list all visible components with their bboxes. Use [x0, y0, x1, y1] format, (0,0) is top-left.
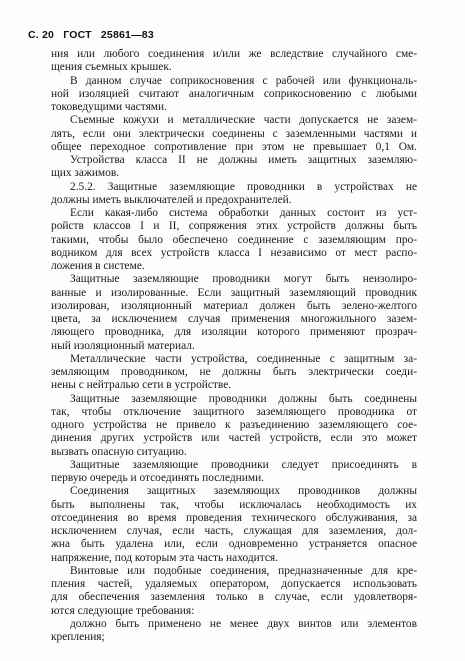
text-line: ния или любого соединения и/или же вследствие случайного сме- — [51, 48, 417, 60]
text-line: напряжение, под которым эта часть находится. — [51, 551, 278, 564]
text-line: цвета, за исключением случая применения многожильного зазем- — [51, 313, 417, 325]
text-line: водником для всех устройств класса I независимо от мест распо- — [51, 246, 417, 259]
paragraph — [51, 207, 417, 273]
text-line: ются следующие требования: — [51, 604, 195, 617]
text-line: ройств классов I и II, сопряжения этих устройств должны быть — [51, 220, 417, 233]
paragraph — [51, 485, 417, 565]
text-line: ложения в системе. — [51, 260, 145, 272]
paragraph — [51, 48, 417, 75]
text-line: ляющего проводника, для изоляции которого применяют прозрач- — [51, 326, 417, 339]
text-line: пления частей, удаляемых оператором, допускается использовать — [51, 578, 417, 590]
text-line: так, чтобы отключение защитного заземляющего проводника от — [51, 405, 417, 418]
text-line: 2.5.2. Защитные заземляющие проводники в устройствах не — [70, 180, 417, 193]
text-line: жна быть удалена или, если одновременно устраняется опасное — [51, 538, 417, 551]
text-line: токоведущими частями. — [51, 101, 167, 113]
text-line: вызвать опасную ситуацию. — [51, 445, 187, 458]
standard-number: 25861—83 — [100, 29, 154, 41]
text-line: Если какая-либо система обработки данных состоит из уст- — [70, 207, 417, 219]
text-line: нены с нейтралью сети в устройстве. — [51, 379, 232, 392]
paragraph — [51, 618, 417, 645]
standard-label: ГОСТ — [63, 29, 92, 41]
paragraph — [51, 459, 417, 486]
text-line: одного устройства не привело к разъединению заземляющего сое- — [51, 419, 417, 431]
text-line: щения съемных крышек. — [51, 61, 172, 74]
paragraph — [51, 565, 417, 618]
text-line: Защитные заземляющие проводники могут быть неизолиро- — [70, 273, 417, 286]
page-number: С. 20 — [28, 29, 55, 41]
paragraph — [51, 75, 417, 115]
text-line: Съемные кожухи и металлические части допускается не зазем- — [70, 114, 417, 127]
page-header — [28, 29, 160, 41]
text-line: В данном случае соприкосновения с рабочей или функциональ- — [70, 74, 417, 87]
text-line: ванные и изолированные. Если защитный заземляющий проводник — [51, 286, 417, 299]
text-line: общее переходное сопротивление при этом не превышает 0,1 Ом. — [51, 140, 417, 153]
text-line: отсоединения во время проведения технического обслуживания, за — [51, 511, 417, 524]
text-line: исключением случая, если часть, служащая для заземления, дол- — [51, 525, 417, 537]
text-line: Защитные заземляющие проводники должны быть соединены — [70, 392, 417, 405]
text-line: Металлические части устройства, соединенные с защитным за- — [70, 352, 417, 365]
text-line: изолирован, изоляционный материал должен быть зелено-желтого — [51, 299, 417, 312]
text-line: первую очередь и отсоединять последними. — [51, 472, 265, 484]
paragraph — [51, 273, 417, 353]
paragraph — [51, 353, 417, 393]
text-line: Винтовые или подобные соединения, предназначенные для кре- — [70, 564, 417, 577]
text-line: крепления; — [51, 631, 105, 643]
text-line: Защитные заземляющие проводники следует присоединять в — [70, 458, 417, 471]
text-line: щих зажимов. — [51, 167, 120, 180]
paragraph — [51, 181, 417, 208]
body-text — [51, 48, 417, 644]
text-line: лять, если они электрически соединены с заземленными частями и — [51, 127, 417, 140]
text-line: быть выполнены так, чтобы исключалась необходимость их — [51, 498, 417, 511]
text-line: Устройства класса II не должны иметь защитных заземляю- — [70, 154, 417, 166]
text-line: Соединения защитных заземляющих проводников должны — [70, 485, 417, 498]
text-line: должны иметь выключателей и предохранителей. — [51, 193, 292, 206]
text-line: земляющим проводником, не должны быть электрически соеди- — [51, 366, 417, 378]
text-line: динения других устройств или частей устройств, если это может — [51, 432, 417, 445]
text-line: должно быть применено не менее двух винтов или элементов — [70, 617, 417, 630]
paragraph — [51, 154, 417, 181]
text-line: ный изоляционный материал. — [51, 339, 195, 352]
text-line: для обеспечения заземления только в случае, если удовлетворя- — [51, 591, 417, 604]
paragraph — [51, 393, 417, 459]
text-line: ной изоляцией считают аналогичным соприкосновению с любыми — [51, 87, 417, 100]
paragraph — [51, 114, 417, 154]
text-line: такими, чтобы было обеспечено соединение с заземляющим про- — [51, 233, 417, 246]
